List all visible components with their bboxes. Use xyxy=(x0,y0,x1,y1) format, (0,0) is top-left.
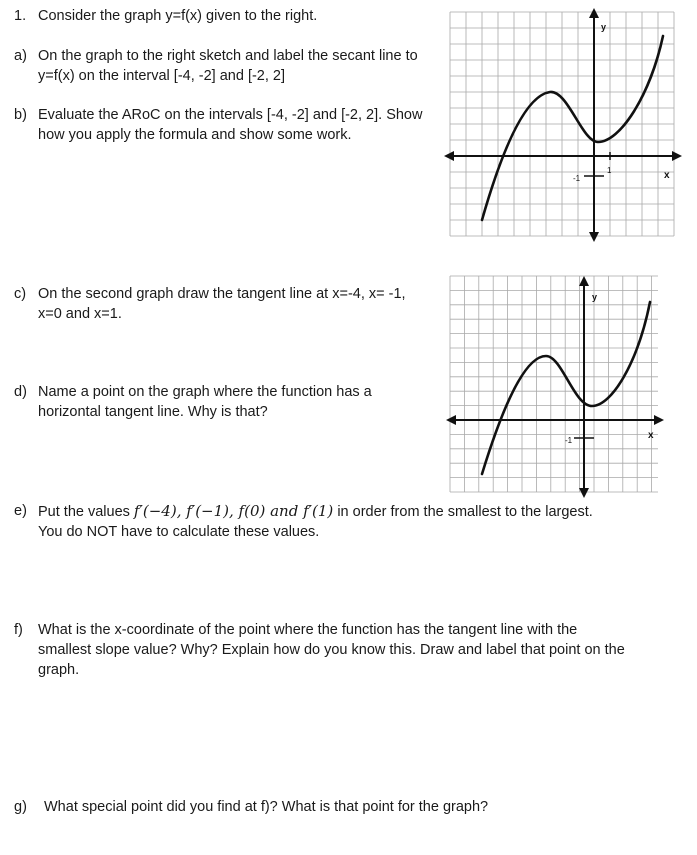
derivative-expression: f′(−4), f′(−1), f(0) and f′(1) xyxy=(133,502,334,520)
question-label: d) xyxy=(14,384,27,400)
question-label: c) xyxy=(14,286,27,302)
question-f xyxy=(14,620,625,680)
question-label: g) xyxy=(14,799,27,815)
question-b xyxy=(14,105,422,145)
y-axis-label: y xyxy=(592,292,598,302)
question-a xyxy=(14,46,418,86)
x-axis-label: x xyxy=(648,430,654,441)
y-axis-arrow-down xyxy=(589,232,599,242)
question-line: Evaluate the ARoC on the intervals [-4, -2] and [-2, 2]. Show xyxy=(38,107,423,123)
question-line: What is the x-coordinate of the point where the function has the tangent line with the xyxy=(38,622,578,638)
tick-label-neg1: -1 xyxy=(573,174,581,183)
question-d xyxy=(14,382,372,422)
y-axis-arrow-down xyxy=(579,488,589,498)
function-graph-2 xyxy=(442,272,672,500)
question-number: 1. xyxy=(14,8,27,24)
question-c xyxy=(14,284,406,324)
question-text: Put the values xyxy=(38,504,134,520)
y-axis-arrow-up xyxy=(589,8,599,18)
question-text: Consider the graph y=f(x) given to the right. xyxy=(38,8,318,24)
y-axis-arrow-up xyxy=(579,276,589,286)
question-line: how you apply the formula and show some work. xyxy=(38,127,352,143)
function-graph-1 xyxy=(440,4,690,244)
x-axis-arrow-right xyxy=(654,415,664,425)
grid xyxy=(450,276,658,492)
question-text: What special point did you find at f)? What is that point for the graph? xyxy=(44,799,489,815)
question-text: in order from the smallest to the largest. xyxy=(333,504,593,520)
question-line: Name a point on the graph where the function has a xyxy=(38,384,372,400)
question-label: f) xyxy=(14,622,23,638)
question-label: b) xyxy=(14,107,27,123)
question-line: On the second graph draw the tangent line at x=-4, x= -1, xyxy=(38,286,406,302)
question-line: horizontal tangent line. Why is that? xyxy=(38,404,268,420)
question-line: On the graph to the right sketch and label the secant line to xyxy=(38,48,418,64)
x-axis-arrow-left xyxy=(444,151,454,161)
x-axis-label: x xyxy=(664,170,670,181)
function-curve xyxy=(482,36,663,220)
question-g xyxy=(14,797,488,817)
grid xyxy=(450,12,674,236)
question-line: x=0 and x=1. xyxy=(38,306,122,322)
y-axis-label: y xyxy=(601,22,607,32)
x-axis-arrow-left xyxy=(446,415,456,425)
question-line: You do NOT have to calculate these values. xyxy=(38,524,320,540)
question-line: smallest slope value? Why? Explain how do you know this. Draw and label that point on the xyxy=(38,642,625,658)
question-label: e) xyxy=(14,503,27,519)
question-line: graph. xyxy=(38,662,80,678)
x-axis-arrow-right xyxy=(672,151,682,161)
tick-label-1: 1 xyxy=(607,166,612,175)
question-label: a) xyxy=(14,48,27,64)
question-1 xyxy=(14,6,317,26)
tick-label-neg1: -1 xyxy=(565,436,573,445)
question-line: y=f(x) on the interval [-4, -2] and [-2, 2] xyxy=(38,68,286,84)
question-e xyxy=(14,501,593,542)
